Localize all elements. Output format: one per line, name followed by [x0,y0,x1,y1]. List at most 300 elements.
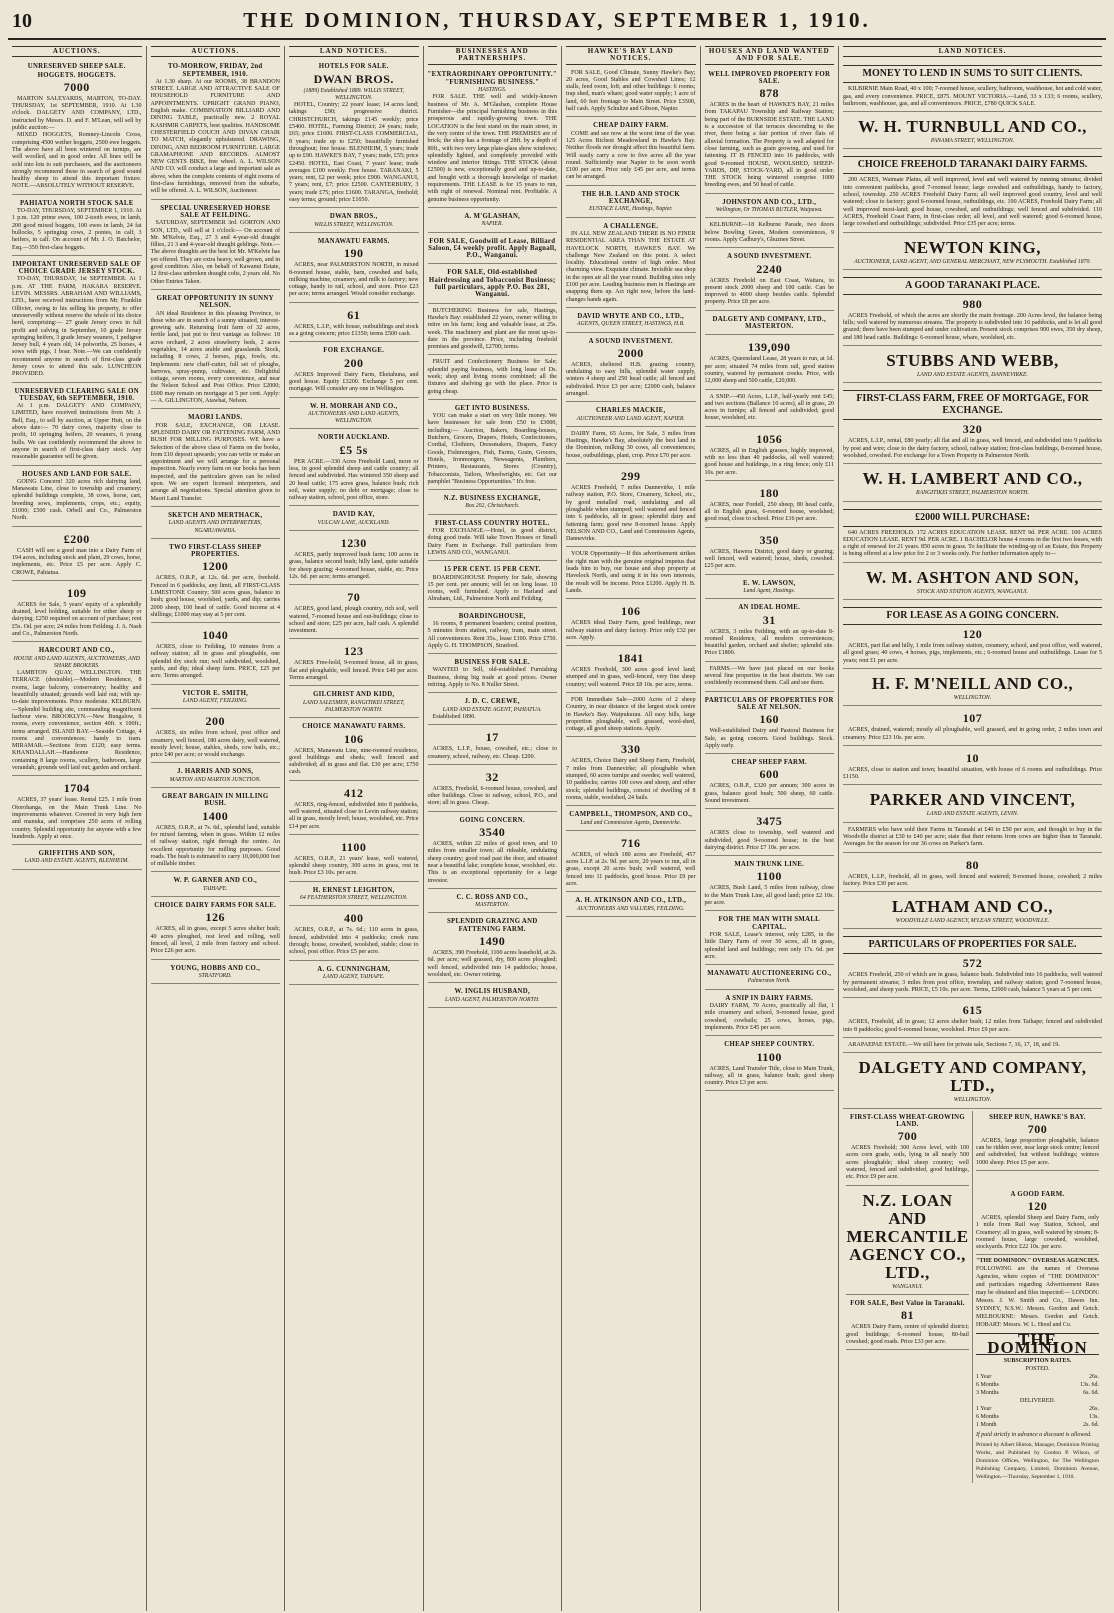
ad-text: ACRES, near PALMERSTON NORTH, in mixed 8-roomed house, stable, barn, cowshed and bails, milking machine, creamery, and milk to factory; new cottage, handy to rail, school, and store. Price £23 per acre; terms arranged. Would consider exchange. [289,262,419,298]
classified-ad [705,694,835,754]
classified-ad [566,695,696,737]
ad-heading: WELL IMPROVED PROPERTY FOR SALE. [708,70,831,85]
ad-heading: CHEAP DAIRY FARM. [593,122,669,130]
ad-heading: A. M'GLASHAN, [464,212,521,220]
ad-text: ACRES, L.I.P., with house, outbuildings and stock as a going concern; price £1350; terms £500 cash. [289,323,419,338]
ad-text: At 1 p.m. DALGETY AND COMPANY, LIMITED, have received instructions from Mr. J. Bell, Esq., to sell by auction, at Upper Hutt, on the above date:— 70 dairy cows, majority close to profit, 10 springing heifers, 20 weaners, 6 young bulls. We can confidently recommend the above to anyone in search of first-class dairy stock. Any reasonable guarantee will be given. [12,403,142,461]
ad-address: Land Agent, Hastings. [743,587,796,594]
section-heading: AUCTIONS. [151,46,281,57]
ad-figure: 350 [759,532,779,547]
ad-heading: SPLENDID GRAZING AND FATTENING FARM. [446,918,538,933]
ad-banner: FOR LEASE AS A GOING CONCERN. [843,607,1102,625]
section-heading: HAWKE'S BAY LAND NOTICES. [566,46,696,65]
ad-text: KELBURNE—18 Kelburne Parade, two doors below Bowling Green, Modern conveniences, 9 rooms. Apply Cadbury's, Ghuznee Street. [704,222,834,243]
ad-text: ACRES, 3 miles Feilding, with an up-to-date 8-roomed Residence, all modern conveniences; beautiful garden, orchard and shelter; splendid site. Price £1800. [704,628,834,657]
ad-heading: A SOUND INVESTMENT. [727,253,812,261]
ad-address: PANAMA STREET, WELLINGTON. [930,138,1015,145]
ad-address: LAND AGENTS AND INTERPRETERS, NGARUAWAHIA. [168,520,262,534]
ad-heading: DAVID WHYTE AND CO., LTD., [577,312,685,320]
ad-figure: 31 [762,612,776,627]
ad-text: MIXED HOGGETS, Romney-Lincoln Cross, comprising 4500 wether hoggets, 2500 ewe hoggets. The above have all been wintered on turnips, are well woolled, and in good order. All lines will be sold into lots to suit purchasers, and the auctioneers strongly recommend these in search of good sound healthy sheep to attend this important fixture. NOTE.—ABSOLUTELY WITHOUT RESERVE. [12,132,142,190]
rate-row [976,1373,1099,1381]
ad-figure: 1100 [756,869,782,884]
ad-figure: 109 [67,585,87,600]
ad-heading: DALGETY AND COMPANY, LTD., MASTERTON. [712,315,826,331]
ad-address: LAND SALESMEN, RANGITIKEI STREET, PALMERSTON NORTH. [303,699,405,713]
classified-ad [705,483,835,528]
classified-ad [428,235,558,265]
ad-heading: HARCOURT AND CO., [38,647,115,655]
classified-ad [428,306,558,356]
classified-ad [289,508,419,531]
ad-figure: 1841 [617,651,644,666]
ad-text: ACRES, large proportion ploughable, balance can be ridden over, near large stock centre; fenced and subdivided, but without buildings; winters 1000 sheep. Price £5 per acre. [976,1137,1099,1166]
ad-text: ACRES, Manawatu Line, nine-roomed residence, good buildings and sheds; well fenced and subdivided; all in grass and flat. £30 per acre; £750 cash. [289,747,419,776]
subscription-title: THE DOMINION [976,1333,1099,1355]
ad-text: ACRES Freehold; 300 Acres level, with 100 acres corn grade, soils, lying in all nearly 500 acres ploughable; ideal sheep country; well watered, fenced and subdivided, good buildings, etc. Price £9 per acre. [846,1145,969,1181]
classified-ad [12,60,142,194]
ad-heading: J. HARRIS AND SONS, [177,768,254,776]
ad-text: ACRES, Bush Land, 5 miles from railway, close to the Main Trunk Line, all good land; price £2 10s. per acre. [704,885,834,907]
ad-text: BOARDINGHOUSE Property for Sale, showing 15 per cent. per annum; will let on long lease. 10 rooms, well furnished. Apply to Harland and Abraham, Ltd., Palmerston North and Feilding. [427,574,557,603]
ad-heading: CHOICE DAIRY FARMS FOR SALE. [154,902,277,910]
ad-text: ACRES ideal Dairy Farm, good buildings, near railway station and dairy factory. Price only £32 per acre. Apply. [566,620,696,641]
ad-heading: NORTH AUCKLAND. [318,434,390,442]
two-column-ads [843,1111,1102,1188]
ad-address: HOUSE AND LAND AGENTS, AUCTIONEERS, AND SHARE BROKERS. [13,655,140,669]
ad-text: FOR EXCHANGE.—Hotel, in good district, doing good trade. Will take Town Houses or Small Dairy Farm in Exchange. Full particulars from LEWIS AND CO., WANGANUI. [427,528,557,556]
ad-heading: GREAT BARGAIN IN MILLING BUSH. [162,793,269,808]
ad-address: WELLINGTON. [953,1097,992,1104]
printer-imprint: Printed by Albert Hinton, Manager, Dominion Printing Works, and Published by Gordon P. Wilson, of Dominion Offices, Wellington, for The Wellington Publishing Company, Limited, Dominion Avenue, Wellington.—Thursday, September 1, 1910. [976,1442,1099,1481]
classified-ad [12,778,142,845]
ad-heading: AN IDEAL HOME. [738,604,801,612]
rate-period: 1 Year [976,1374,992,1381]
classified-ad [705,601,835,661]
section-heading: BUSINESSES AND PARTNERSHIPS. [428,46,558,65]
rate-row [976,1405,1099,1413]
classified-ad [705,756,835,809]
ad-address: WELLINGTON. [953,694,992,701]
classified-ad [843,825,1102,853]
ad-address: STRATFORD. [198,972,232,979]
ad-figure: 572 [962,956,983,971]
rate-period: 3 Months [976,1390,999,1397]
section-heading: LAND NOTICES. [843,46,1102,57]
ad-address: Land and Commission Agents, Dannevirke. [580,819,682,826]
classified-ad [428,891,558,914]
ad-heading: SPECIAL UNRESERVED HORSE SALE AT FEILDING. [160,204,271,219]
ad-figure: 81 [901,1308,914,1323]
ad-heading: FIRST-CLASS COUNTRY HOTEL. [434,519,550,527]
ad-heading: A SNIP IN DAIRY FARMS. [725,994,814,1002]
ad-banner: A GOOD TARANAKI PLACE. [843,277,1102,295]
ad-text: ACRES, all in English grasses, highly improved, with no less than 40 paddocks, all well watered; good house and buildings, in a ring fence; only £11 10s. per acre. [704,447,834,476]
classified-ad [843,931,1102,998]
footer-left [843,1188,973,1484]
ad-text: GOING Concern! 320 acres rich dairying land, Manawatu Line, close to township and creamery; splendid buildings complete, 38 cows, horse, cart, breeding sows, implements, crops, etc.; equity, £1000; £500 cash. Orbell and Co., Palmerston North. [12,478,142,522]
classified-ad [151,711,281,763]
ad-text: ACRES Freehold on East Coast, Waitara, to present stock 2000 sheep and 100 cattle. Can be improved to 4000 sheep besides cattle. Splendid property. Price £8 per acre. [704,277,834,306]
ad-heading: MAORI LANDS. [188,414,243,422]
ad-address: Wellington, Or THOMAS BUTLER, Waipawa. [715,207,823,214]
ad-subheading: "FURNISHING BUSINESS." [445,78,540,86]
ad-address: (1889) Established 1889. WILLIS STREET, WELLINGTON. [303,87,404,101]
ad-heading: GREAT OPPORTUNITY IN SUNNY NELSON. [156,294,274,310]
rate-price: 13s. [1089,1414,1099,1421]
classified-ad [289,305,419,343]
ad-text: TO-DAY, THURSDAY, 1st SEPTEMBER. At 1 p.m. AT THE FARM, HAKARA RESERVE. LEVIN. MESSRS. ABRAHAM AND WILLIAMS, LTD., have received instructions from Mr. Franklin Ollivier, owing to his selling his property, to offer unreservedly without reserve the whole of his choice herd, comprising:— 27 grade Jersey cows in full profit and calving in September, 10 grade Jersey springing heifers, 3 grade Jersey weaners, 1 pedigree Jersey bull, 4 years old, 14 polworths, 25 horses, 4 sows with pigs, 1 boar. Note.—We can confidently recommend anyone in search of first-class grade Jersey cows to attend this sale. LUNCHEON PROVIDED. [12,276,142,378]
ad-heading: CHEAP SHEEP COUNTRY. [724,1041,815,1049]
ad-figure: 10 [966,750,979,765]
agencies-heading: "THE DOMINION." OVERSEAS AGENCIES. [976,1258,1099,1265]
ad-text: FARMERS who have sold their Farms in Taranaki at £40 to £50 per acre, and thought to buy in the Woodville district at £30 to £40 per acre; state that their returns from cows are higher than in Taranaki. Averages for the season for our 36 cows on Parker's farm. [843,826,1102,848]
classified-ad [289,431,419,506]
ad-heading: W. H. MORRAH AND CO., [309,402,398,410]
ad-address: MARTON AND MARTON JUNCTION. [169,776,261,783]
ad-text: YOU can make a start on very little money. We have businesses for sale from £50 to £3000, including:— Auction, Bakers, Boarding-houses, Butchers, Grocers, Drapers, Hotels, Confectioners, Cordial, Clothiers, Dressmakers, Drapers, Fancy Goods, Fishmongers, Fish, Farms, Grain, Grocers, Hotels, Ironmongers, Newsagents, Plumbers, Printers, Restaurants, Stores (Country), Tobacconists, Tailors, Wheelwrights, etc. Get our pamphlet "Business Opportunities." It's free. [427,413,557,485]
classified-ad [976,1111,1099,1171]
classified-ad [843,1000,1102,1038]
classified-ad [976,1188,1099,1256]
ad-address: AGENTS, QUEEN STREET, HASTINGS, H.B. [576,321,685,328]
ad-banner: CHOICE FREEHOLD TARANAKI DAIRY FARMS. [843,156,1102,174]
ad-figure: 139,090 [748,340,791,355]
ad-text: LAMBTON QUAY, WELLINGTON. THE TERRACE (desirable).—Modern Residence, 8 rooms, large balcony, conservatory; healthy and beautifully situated; grounds well laid out; with up-to-date improvements. Price moderate. KELBURN.—Splendid building site, commanding magnificent harbour view. BROOKLYN.—New Bungalow, 6 rooms, every convenience, section 40ft. x 100ft.; terms arranged. ISLAND BAY.—Seaside Cottage, 4 rooms and conveniences; handy to tram. MIRAMAR.—Sections from £120; easy terms. KHANDALLAH.—Handsome Residence, containing 8 large rooms, scullery, bathroom, large verandah; grounds well laid out; garden and orchard. [12,670,142,772]
ad-address: WILLIS STREET, WELLINGTON. [314,221,394,228]
classified-ad [843,466,1102,501]
classified-ad [705,220,835,248]
ad-text: ACRES Free-hold, 9-roomed house, all in grass, flat and ploughable, well fenced. Price £40 per acre. Terms arranged. [289,660,419,682]
ad-address: WANGANUI. [892,1283,923,1290]
ad-text: TO-DAY, THURSDAY, SEPTEMBER 1, 1910. At 1 p.m. 120 prime ewes, 100 2-tooth ewes, in lamb, 200 good mixed hoggets, 100 ewes in lamb, 24 fat bullocks, 5 springing cows, 2 ponies, in calf, 3 heifers, in calf. On account of Mr. J. O. Batchelor, Esq.—350 first-class hoggets. [12,208,142,251]
classified-ad [151,899,281,959]
subscription-box [976,1257,1099,1481]
classified-ad [705,811,835,856]
classified-ad [566,808,696,831]
classified-ad [428,266,558,303]
ad-heading: FOR EXCHANGE. [323,347,385,355]
classified-ad [428,915,558,983]
classified-ad [566,404,696,427]
classified-ad [843,151,1102,232]
ad-figure: 126 [205,910,225,925]
ad-text: FOR SALE, EXCHANGE, OR LEASE. SPLENDID DAIRY OR FATTENING FARM, AND BUSH FOR MILLING PURPOSES. WE have a Selection of the above class of Farms on the books, from £10 deposit upwards; you can write or make an appointment and we will arrange for a personal inspection. Nearly every farm on our books has been inspected, and the particulars given can be relied upon. We are expert licensed interpreters, and arrange all negotiations. Special attention given to Maori Land Transfer. [150,422,280,502]
ad-text: ACRES Freehold, of which the acres are shortly the main frontage. 200 Acres level, the balance being hills; well watered by numerous streams. The property is subdivided into 16 paddocks, and is let all good grazed; there have been stumped and under cultivation. Present stock comprises 900 ewes, 350 dry sheep, and 180 head cattle. Buildings: 6-roomed house, whare, woolshed, etc. [843,312,1102,341]
ad-text: ACRES, O.R.P., at 7s. 6d.; 110 acres in grass, fenced, subdivided into 4 paddocks; creek runs through; house, cowshed, woolshed, stable; close to school, post office. Price £5 per acre. [289,927,419,956]
classified-ad [566,188,696,218]
ad-heading: J. D. C. CREWE, [464,698,520,706]
ad-figure: 1490 [479,934,506,949]
classified-ad [289,783,419,835]
ad-banner: FIRST-CLASS FARM, FREE OF MORTGAGE, FOR EXCHANGE. [843,390,1102,420]
ad-address: STOCK AND STATION AGENTS, WANGANUI. [916,588,1029,595]
ad-heading: FOR THE MAN WITH SMALL CAPITAL. [718,916,821,931]
ad-heading: TO-MORROW, FRIDAY, 2nd SEPTEMBER, 1910. [168,63,263,78]
ad-text: ACRES, good land, plough country, rich soil, well watered, 7-roomed house and out-buildings; close to school and store; £25 per acre, half cash. A splendid investment. [289,606,419,635]
ad-figure: 3475 [756,814,783,829]
ad-text: ACRES, L.I.P., rental, £80 yearly; all flat and all in grass, well fenced, and subdivided into 9 paddocks by post and wire; close to the dairy factory, school, railway station; first-class buildings, 8-roomed house, woolshed, cowshed. For exchange for a Town Property in Palmerston North. [843,438,1102,459]
classified-ad [428,767,558,812]
ad-figure: 1040 [202,628,229,643]
ad-text: ACRES close to township, well watered and subdivided, good 9-roomed house; in the best dairying district. Price £7 10s. per acre. [704,830,834,851]
ad-text: CASH will see a good man into a Dairy Farm of 194 acres, including stock and plant, 29 cows, horse, implements, etc. Price £5 per acre. Apply C. CROWE, Pahiatua. [12,547,142,576]
ad-figure: 70 [347,590,361,605]
ad-text: At 1.30 sharp. At our ROOMS, 38 BRANDON STREET. LARGE AND ATTRACTIVE SALE OF HOUSEHOLD FURNITURE AND APPOINTMENTS. UPRIGHT GRAND PIANO, English make. COMBINATION BILLIARD AND DINING TABLE, practically new. 2 ROYAL KASHMIR CARPETS, best qualities. HANDSOME CHESTERFIELD COUCH AND DIVAN CHAIR TO MATCH, elegantly upholstered. DRAWING, DINING, AND BEDROOM FURNITURE. LARGE GRAMAPHONE AND RECORDS. ALMOST NEW GENTS BIKE, free wheel. A. L. WILSON AND CO. will conduct a large and important sale as above, when the complete contents of eight rooms of first-class furnishings, removed from the suburbs, will be offered. A. L. WILSON, Auctioneer. [150,78,280,195]
classified-ad [12,468,142,527]
ad-figure: 7000 [63,79,90,94]
ad-text: DAIRY Farm, 65 Acres, for Sale, 3 miles from Hastings, Hawke's Bay, absolutely the best land in the Dominion, milking 30 cows, all conveniences; house, outbuildings, plant, crop. Price £70 per acre. [566,430,696,459]
classified-ad [151,790,281,872]
ad-heading: CHOICE MANAWATU FARMS. [302,723,406,731]
ad-figure: 3540 [479,825,506,840]
section-heading: HOUSES AND LAND WANTED AND FOR SALE. [705,46,835,65]
ad-text: 16 rooms, 8 permanent boarders; central position, 5 minutes from station, railway, tram, main street. All conveniences. Rent 35s., lease £100. Price £750. Apply G. H. THOMPSON, Stratford. [427,621,557,649]
ad-text: ACRES, L.I.P., freehold, all in grass, well fenced and watered; 8-roomed house, cowshed; 2 miles factory. Price £30 per acre. [843,873,1102,887]
ad-text: Well-established Dairy and Pastoral Business for Sale, as going concern. Good buildings. Stock. Apply early. [704,728,834,749]
ad-heading: UNRESERVED CLEARING SALE ON TUESDAY, 6th SEPTEMBER, 1910. [14,387,139,402]
ad-figure: 61 [347,307,361,322]
classified-ad [289,400,419,430]
classified-ad [12,385,142,466]
column-3 [285,46,424,1611]
ad-heading: UNRESERVED SHEEP SALE. [27,63,126,71]
ad-figure: 400 [344,911,364,926]
classified-ad [428,563,558,607]
classified-ad [566,220,696,308]
ad-text: ACRES Freehold, 250 of which are in grass, balance bush. Subdivided into 16 paddocks, well watered by permanent streams; 3 miles from post office, township, and railway station; good 7-roomed house, woolshed, and sheep yards. PRICE, £5 10s. per acre. Terms, £2000 cash, balance 5 years at 5 per cent. [843,972,1102,994]
classified-ad [843,385,1102,464]
ad-heading: THE H.B. LAND AND STOCK EXCHANGE, [581,190,681,206]
ad-heading: N.Z. BUSINESS EXCHANGE, [443,495,541,503]
ad-text: ACRES Freehold, 300 acres good level land; stumped and in grass, well-fenced, very fine sheep country; well watered. Price £8 10s. per acre, terms. [566,667,696,688]
ad-text: ACRES, Freehold, all in grass; 12 acres shelter bush; 12 miles from Taihape; fenced and subdivided into 8 paddocks; good 6-roomed house, woolshed. Price £9 per acre. [843,1019,1102,1033]
ad-figure: 2000 [617,345,644,360]
ad-text: FARMS.—We have just placed on our books several fine properties in the best districts. We can confidently recommend them. Call and see them. [704,665,834,687]
ad-heading: C. C. ROSS AND CO., [456,893,528,901]
ad-agent-name: W. H. LAMBERT AND CO., [862,469,1083,489]
classified-ad [705,1038,835,1091]
classified-ad [428,727,558,765]
ad-heading: E. W. LAWSON, [743,579,796,587]
classified-ad [843,894,1102,929]
classified-ad [12,847,142,870]
classified-ad [566,119,696,185]
ad-banner: £2000 WILL PURCHASE: [843,509,1102,527]
ad-figure: 200 [205,714,225,729]
ad-text: Established 1890. [432,713,476,720]
ad-agent-name: PARKER AND VINCENT, [869,790,1076,810]
classified-ad [705,337,835,389]
column-6 [701,46,840,1611]
classified-ad [566,739,696,806]
ad-text: SATURDAY, SEPTEMBER 3rd. GORTON AND SON, LTD., will sell at 1 o'clock:— On account of Mr. M'Kelvie, Esq., 27 3 and 4-year-old draught fillies, 21 3 and 4-year-old draught geldings. Note.—The above draughts are the best lot Mr. M'Kelvie has yet offered. They are extra heavy, well grown, and in good condition. Also, on behalf of Kawanui Estate, 12 first-class unbroken draught colts, 2 years old. No Other Entries Taken. [150,220,281,285]
ad-text: ACRES, of which 180 acres are Freehold, 457 acres L.I.P. at 2s. 9d. per acre, 20 years to run, all in grass, except 20 acres bush; well watered, well fenced into 11 paddocks, good house. Price £9 per acre. [566,851,696,888]
ad-text: 640 ACRES FREEHOLD. 172 ACRES EDUCATION LEASE. RENT 9d. PER ACRE. 100 ACRES EDUCATION LEASE. RENT 9d. PER ACRE. 1 BACHELOR house 4 rooms in the first two leases, with a right of renewal for 21 years. 850 acres in grass. To facilitate the winding-up of an Estate, this Property is being offered at a low price for 2 or 3 weeks only. For further information apply to— [843,529,1102,558]
ad-text: ACRES, Choice Dairy and Sheep Farm, Freehold, 7 miles from Dannevirke; all ploughable when stumped, 60 acres turnips and swedes; well watered, 10 paddocks; carries 100 cows and sheep, and other stock; splendid buildings, consist of dwelling of 8 rooms, stable, woolshed, 24 bails. [566,758,696,801]
classified-ad [289,533,419,585]
ad-heading: FOR SALE, Old-established Hairdressing and Tobacconist Business; full particulars, apply P.O. Box 281, Wanganui. [428,269,556,299]
ad-heading: FOR SALE, Goodwill of Lease, Billiard Saloon, £4 weekly profit. Apply Bagnall, P.O., Wanganui. [428,237,557,260]
ad-text: ACRES, all in grass, except 5 acres shelter bush; 40 acres ploughed, rest level and rolling, well fenced, all level, 2 mile from factory and school. Price £26 per acre. [150,926,280,955]
footer-ads [843,1188,1102,1484]
ad-text: ACRES, 37 years' lease. Rental £25. 1 mile from Otorohanga, on the Main Trunk Line. No improvements whatever. Covered in very high fern and manuka, and comprises 250 acres of rolling country. Splendid opportunity for anyone with a few hundreds. Apply at once. [12,797,142,840]
ad-figure: 1100 [756,1049,782,1064]
classified-ad [151,202,281,290]
ad-text: BUTCHERING Business for sale, Hastings, Hawke's Bay: established 22 years, owner willing to retire on his farm; long and valuable lease, at 25s. week. The machinery and plant are the most up-to-date in the province. Price, including freehold premises and goodwill, £2700; terms. [427,307,557,351]
sub-column-right [973,1111,1102,1188]
ad-heading: H. ERNEST LEIGHTON, [312,886,395,894]
ad-heading: GOING CONCERN. [459,816,525,824]
ad-text: FOR SALE, Lease's interest, only £285, in the little Dairy Farm of over 50 acres, all in grass, splendid land and buildings; rent only 17s. 6d. per acre. [704,931,834,960]
ad-address: Palmerston North. [747,978,791,985]
classified-ad [289,837,419,882]
ad-heading: W. INGLIS HUSBAND, [454,988,530,996]
classified-ad [566,68,696,118]
classified-ad [289,344,419,397]
ad-heading: A CHALLENGE. [603,222,659,230]
ad-agent-name: W. H. TURNBULL AND CO., [858,117,1087,137]
ad-text: ACRES Dairy Farm, centre of splendid district; good buildings; 6-roomed house, 80-bail cowshed; good roads. Price £33 per acre. [846,1324,969,1345]
classified-ad [566,429,696,464]
ad-heading: CHARLES MACKIE, [596,407,666,415]
classified-ad [12,529,142,581]
classified-ad [428,814,558,889]
ad-heading: A. H. ATKINSON AND CO., LTD., [575,897,687,905]
ad-text: ACRES, 390 Freehold, 1100 acres leasehold, at 2s. 6d. per acre; well grassed, dry, 800 acres ploughed; well fenced, subdivided into 14 paddocks; house, woolshed, etc. Owner retiring. [427,950,558,978]
ad-text: ACRES Freehold, 7 miles Dannevirke, 1 mile railway station, P.O. Store, Creamery, School, etc., by good metalled road, undulating and all ploughable when stumped; well watered and fenced into 6 paddocks, all in grass; splendid dairy and fattening farm; good new 8-roomed house. Apply NELSON AND CO., Land and Commission Agents, Dannevirke. [566,485,696,543]
classified-ad [705,196,835,219]
ad-text: ACRES, near Fordell, 250 sheep, 80 head cattle, all in English grass, 6-roomed house, woolshed; good road, close to school. Price £16 per acre. [704,501,834,523]
ad-address: MASTERTON. [475,902,510,909]
ad-text: ACRES, within 22 miles of good town, and 10 miles from smaller town; all rideable, undulating sheep country; good road past the door, and situated near a beautiful lake; complete house, woolshed, etc. This is an exceptional opportunity for a large investor. [427,841,557,884]
ad-heading: PARTICULARS OF PROPERTIES FOR SALE AT NELSON. [704,696,834,711]
ad-heading: A GOOD FARM. [1010,1190,1065,1198]
column-5 [562,46,701,1611]
ad-address: LAND AGENT, FEILDING. [182,697,248,704]
ad-heading: MANAWATU FARMS. [317,237,390,245]
classified-ad [289,963,419,986]
classified-ad [566,466,696,547]
classified-ad [566,335,696,403]
classified-ad [428,492,558,515]
ad-address: LAND AGENT, TAIHAPE. [322,973,385,980]
ad-figure: 1200 [202,559,229,574]
classified-ad [843,787,1102,822]
classified-ad [843,1040,1102,1053]
ad-text: ACRES, partly improved bush farm; 100 acres in grass, balance second bush; hilly land, quite suitable for sheep grazing; 4-roomed house, stable, etc. Price 12s. 6d. per acre; terms arranged. [289,552,419,580]
classified-ad [705,429,835,481]
classified-ad [151,541,281,623]
ad-figure: 716 [621,835,641,850]
ad-heading: "EXTRAORDINARY OPPORTUNITY." [427,70,557,78]
ad-agent-name: DALGETY AND COMPANY, LTD., [858,1058,1087,1096]
ad-heading: GILCHRIST AND KIDD, [313,691,395,699]
ad-address: VULCAN LANE, AUCKLAND. [317,519,390,526]
agencies-text: FOLLOWING are the names of Overseas Agencies, where copies of "THE DOMINION" and particulars regarding Advertisement Rates may be obtained and files inspected:— LONDON: Messrs. J. W. Smith and Co., Dawes Inn. SYDNEY, N.S.W.: Messrs. Gordon and Gotch. MELBOURNE: Messrs. Gordon and Gotch. HOBART: Messrs. W. L. Hood and Co. [976,1266,1099,1329]
ad-text: ARAPAEPAE ESTATE.—We still have for private sale, Sections 7, 16, 17, 18, and 19. [848,1041,1060,1048]
classified-ad [151,292,281,409]
ad-text: FOR SALE, Good Climate, Sunny Hawke's Bay; 20 acres, Good Stables and Cowshed Lines; 12 stalls, feed room, loft; and other buildings: 6 rooms; trap shed, man's whare; good water supply; 1 acre of land, 60 feet frontage to Main Street. Price £3500, half cash. Apply Schultze and Gibson, Napier. [566,69,696,113]
ad-figure: 190 [344,246,364,261]
sub-column-left [843,1111,973,1188]
ad-text: ACRES, drained, watered; mostly all ploughable, well grassed, and in going order, 2 miles town and creamery. Price £23 10s. per acre. [843,727,1102,741]
ad-figure: 106 [344,731,364,746]
classified-ad [289,235,419,303]
ad-text: MARTON SALEYARDS, MARTON, TO-DAY. THURSDAY, 1st SEPTEMBER, 1910. At 1.30 o'clock. DALGETY AND COMPANY, LTD., instructed by Messrs. D. and F. M'Lean, will sell by public auction:— [12,95,142,132]
classified-ad [843,272,1102,346]
ad-figure: 123 [344,644,364,659]
classified-ad [705,858,835,911]
ad-address: LAND AND ESTATE AGENTS, DANNEVIRKE. [917,372,1028,379]
classified-ad [289,587,419,639]
ad-address: Box 202, Christchurch. [465,503,520,510]
ad-figure: 412 [344,785,364,800]
classified-ad [12,197,142,256]
classified-ad [289,60,419,208]
classified-ad [12,583,142,642]
ad-address: RANGITIKEI STREET, PALMERSTON NORTH. [916,490,1029,497]
classified-ad [843,708,1102,746]
ad-text: ACRES for Sale, 5 years' equity of a splendidly drained, level holding, suitable for either sheep or dairying; £250 required on account of purchase; rent £5s. Od. per acre; 24 miles from Feilding. J. A. Nash and Co., Palmerston North. [12,601,142,637]
classified-ad [12,644,142,776]
classified-ad [428,985,558,1008]
posted-label: POSTED. [1025,1366,1050,1373]
classified-ad [843,348,1102,383]
ad-figure: £200 [63,531,90,546]
ad-heading: PAHIATUA NORTH STOCK SALE [19,199,134,207]
ad-text: ACRES, O.R.P., £320 per annum; 300 acres in grass, balance good bush; 500 sheep, 60 cattle. Sound investment. [704,783,834,804]
column-4 [424,46,563,1611]
ad-text: ACRES in the heart of HAWKE'S BAY, 21 miles from TAKAPAU Township and Railway Station; being part of the BURNSIDE ESTATE. THE LAND is a succession of flat terraces descending to the river, there being a fair portion of river flats of alluvial formation. The Property is well adapted for close farming, such as grain growing, and used for fattening. IT IS FENCED into 16 paddocks, with good 9-roomed HOUSE, WOOLSHED, SHEEP-YARDS, DIP, STOCK-YARD, all in good order. THE STOCK being wintered comprise 1000 breeding ewes, and 50 head of cattle. [704,102,834,189]
ad-address: AUCTIONEERS AND VALUERS, FEILDING. [576,905,685,912]
classified-ad [705,68,835,194]
ad-heading: MANAWATU AUCTIONEERING CO., [707,970,832,978]
ad-figure: 1056 [756,431,783,446]
ad-address: LAND AND ESTATE AGENT, PAHIATUA. [442,706,542,713]
ad-text: KILBIRNIE Main Road, 40 x 100; 7-roomed house, scullery, bathroom, washhouse, hot and cold water, gas, and every convenience. PRICE, £875. MOUNT VICTORIA.—Land, 33 x 133; 6 rooms, scullery, bathroom, washhouse, gas, and all conveniences. PRICE, £780 QUICK SALE. [843,86,1102,107]
ad-text: FRUIT and Confectionery Business for Sale; splendid paying business, with long lease of Ds. week; shop and living rooms combined; all the fixtures and shelving go with the place. Price is going cheap. [427,359,557,395]
classified-ad [428,402,558,490]
classified-ad [428,68,558,208]
ad-text: A SNIP.—450 Acres, L.I.P., half-yearly rent £45; and two sections (Ballance 10 acres), all in grass, 20 acres in turnips; all fenced and subdivided; good house, woolshed, etc. [704,393,834,422]
ad-figure: 980 [962,296,983,311]
ad-address: HASTINGS. [478,87,507,94]
ad-figure: 330 [621,742,641,757]
ad-heading: IMPORTANT UNRESERVED SALE OF CHOICE GRADE JERSEY STOCK. [12,260,142,276]
ad-figure: 17 [485,730,499,745]
classified-ad [705,992,835,1036]
ad-text: IN ALL NEW ZEALAND THERE IS NO FINER RESIDENTIAL AREA THAN THE ESTATE AT HAVELOCK NORTH, HAWKE'S BAY. We challenge New Zealand on this point. A select locality. Educational centre of high order. Most charming view. Exquisite climate. Invisible sea shop in the open air all the year round. Building sites only £100 per acre. Leading business men in Hastings are snapping them up. Act right now, before the land-changes hands again. [566,230,696,303]
classified-ad [843,504,1102,563]
ad-banner: MONEY TO LEND IN SUMS TO SUIT CLIENTS. [843,65,1102,83]
ad-text: WANTED to Sell, old-established Furnishing Business, doing big trade at good prices. Owner retiring. Apply to No. 8 Nuller Street. [427,667,557,689]
columns-container [8,46,1106,1611]
rate-period: 6 Months [976,1382,999,1389]
ad-text: ACRES, six miles from school, post office and creamery, well fenced, 180 acres dairy, well watered, mostly level; house, stables, sheds, cow bails, etc.; price £40 per acre; or would exchange. [150,730,280,759]
rate-price: 2s. 6d. [1083,1422,1099,1429]
ad-text: HOTEL, Country; 22 years' lease; 14 acres land; takings £90; progressive district. CHRISTCHURCH, takings £145 weekly; price £5400. HOTEL, Farming District; 24 years; trade, £65; price £1600. FIRST-CLASS COMMERCIAL, 8 years; trade up to £250; beautifully furnished throughout; free house. BLENHEIM, 5 years; trade up to £90. HAWKE'S BAY, 7 years; trade, £55; price £2450. HOTEL, East Coast, 7 years' lease; trade averages £100 weekly. Free house. TARANAKI, 5 years; rent, £2 per week; price £900. WANGANUI, 7 years; rent, £7; price £2500. CANTERBURY, 3 years; trade £75; price £1600. TARANGA, freehold; easy terms; ground; price £1650. [289,102,419,204]
classified-ad [843,602,1102,669]
classified-ad [289,641,419,686]
ad-heading: GET INTO BUSINESS. [454,404,530,412]
classified-ad [566,894,696,917]
ad-text: ACRES, O.R.P., at 7s. 6d., splendid land, suitable for mixed farming, when in grass. Within 12 miles of railway station, right through the centre. An excellent opportunity for milling purposes. Good roads. The bush is estimated to carry 10,000,000 feet of millable timber. [150,824,280,868]
ad-heading: A SOUND INVESTMENT. [588,337,673,345]
ad-heading: JOHNSTON AND CO., LTD., [722,198,817,206]
ad-figure: 120 [962,627,983,642]
subscription-note: If paid strictly in advance a discount is allowed. [976,1432,1092,1439]
